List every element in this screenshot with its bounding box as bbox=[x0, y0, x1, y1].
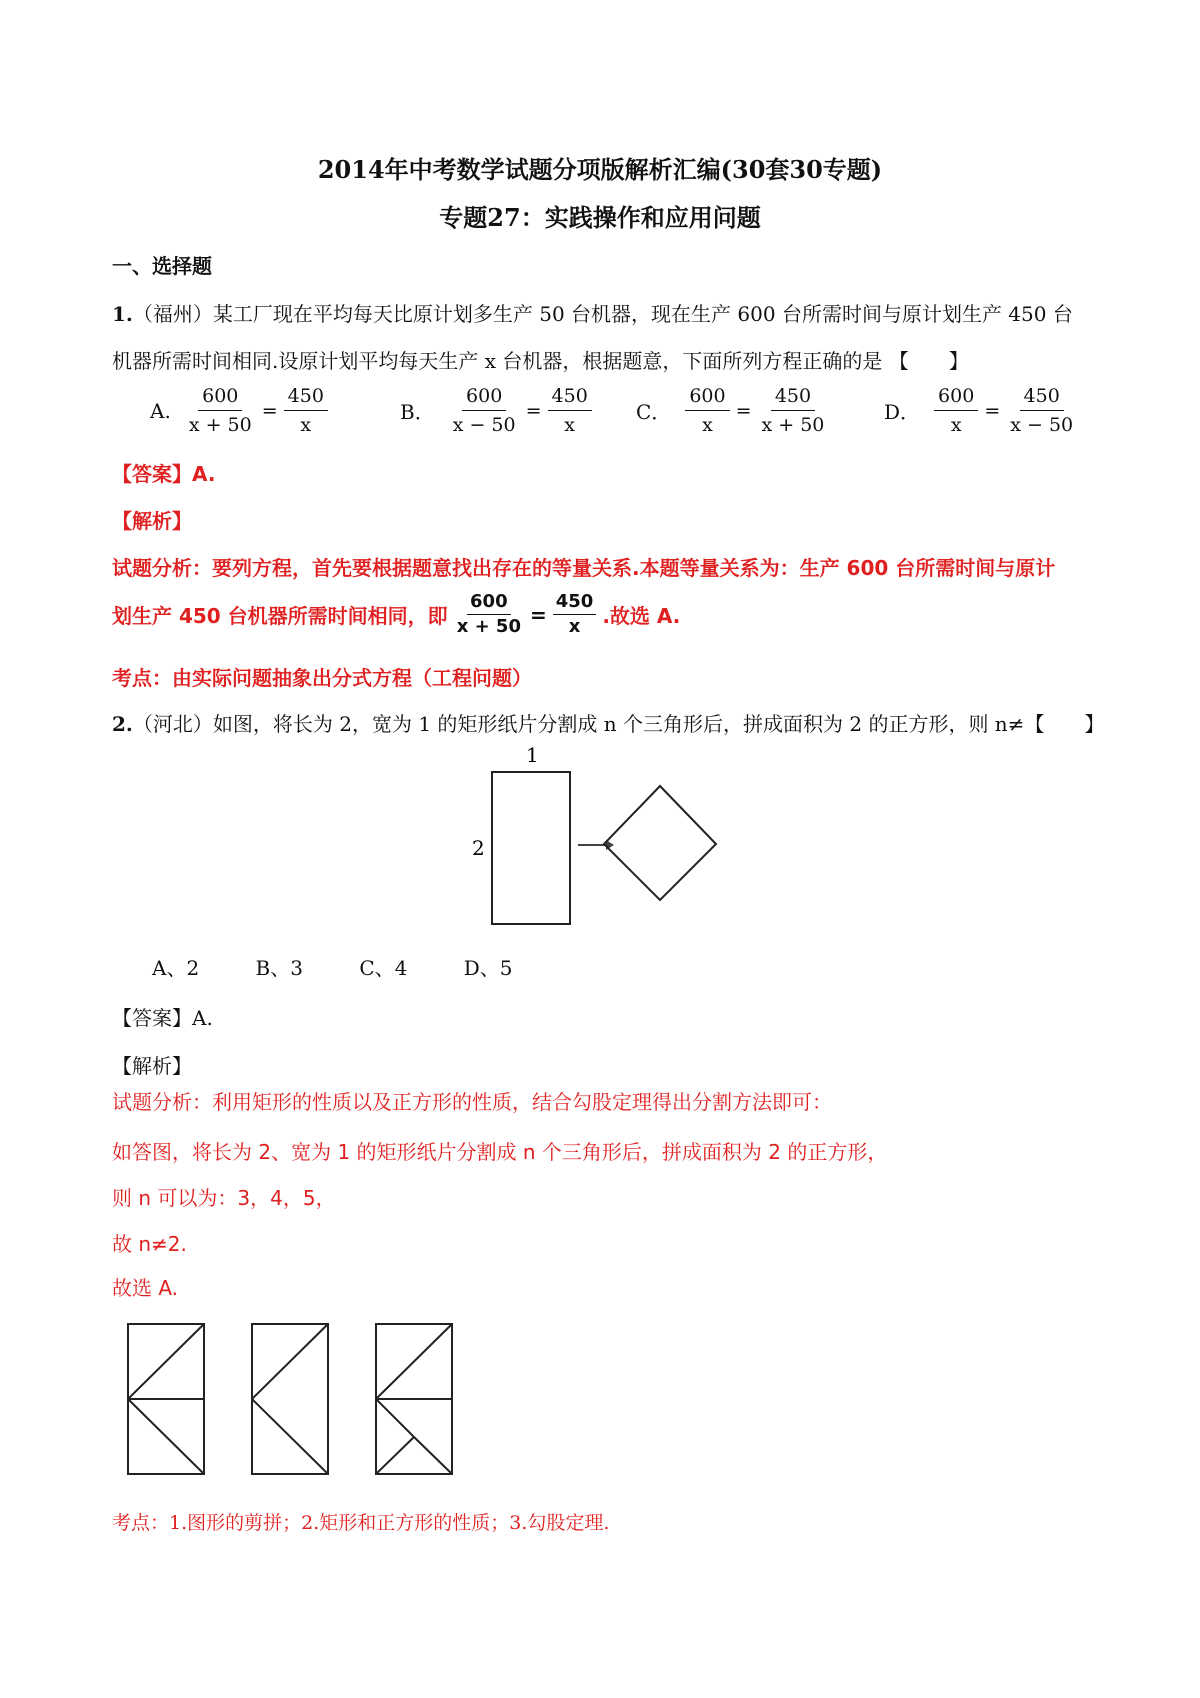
q2-choice-c: C、4 bbox=[359, 956, 408, 980]
fraction: $\frac{600}{x}$ bbox=[934, 385, 978, 436]
q1-analysis-line2: 划生产 450 台机器所需时间相同，即 $\frac{600}{x + 50}$ = $\frac{450}{x}$ .故选 A. bbox=[112, 591, 681, 637]
q2-analysis-line2: 如答图，将长为 2、宽为 1 的矩形纸片分割成 n 个三角形后，拼成面积为 2 的正方形， bbox=[112, 1140, 888, 1164]
fraction: $\frac{600}{x + 50}$ bbox=[188, 385, 252, 436]
q1-text-1: （福州）某工厂现在平均每天比原计划多生产 50 台机器，现在生产 600 台所需时间与原计划生产 450 台 bbox=[132, 302, 1073, 326]
dissection-diagrams bbox=[124, 1320, 504, 1490]
q2-analysis-line5: 故选 A. bbox=[112, 1276, 179, 1300]
q2-answer: 【答案】A. bbox=[112, 1006, 213, 1030]
q1-keypoint: 考点：由实际问题抽象出分式方程（工程问题） bbox=[112, 666, 532, 690]
q1-analysis-label: 【解析】 bbox=[112, 509, 192, 533]
q2-keypoint: 考点：1.图形的剪拼；2.矩形和正方形的性质；3.勾股定理. bbox=[112, 1512, 610, 1534]
fraction: $\frac{450}{x}$ bbox=[284, 385, 328, 436]
q1-option-a: A. $\frac{600}{x + 50}$ = $\frac{450}{x}$ bbox=[150, 385, 328, 436]
q1-answer: 【答案】A. bbox=[112, 462, 216, 486]
q1-line1 bbox=[112, 298, 1073, 327]
q2-number: 2. bbox=[112, 712, 133, 736]
fraction: $\frac{450}{x}$ bbox=[548, 385, 592, 436]
q1-option-b: B． $\frac{600}{x - 50}$ = $\frac{450}{x}$ bbox=[400, 385, 592, 436]
fraction: $\frac{450}{x + 50}$ bbox=[761, 385, 825, 436]
fraction: $\frac{450}{x - 50}$ bbox=[1010, 385, 1074, 436]
q2-choices bbox=[152, 952, 562, 981]
q2-analysis-line4: 故 n≠2. bbox=[112, 1232, 187, 1256]
height-label: 2 bbox=[472, 836, 485, 860]
square-shape bbox=[604, 786, 716, 900]
q2-analysis-label: 【解析】 bbox=[112, 1054, 192, 1078]
q1-option-d: D． $\frac{600}{x}$ = $\frac{450}{x - 50}$ bbox=[884, 385, 1077, 436]
q1-option-c: C． $\frac{600}{x}$ = $\frac{450}{x + 50}$ bbox=[636, 385, 828, 436]
q1-number: 1. bbox=[112, 302, 133, 326]
q1-analysis-line1: 试题分析：要列方程，首先要根据题意找出存在的等量关系.本题等量关系为：生产 600 台所需时间与原计 bbox=[112, 556, 1056, 580]
q2-text-1: （河北）如图，将长为 2，宽为 1 的矩形纸片分割成 n 个三角形后，拼成面积为 2 的正方形，则 n≠【 】 bbox=[132, 712, 1105, 736]
width-label: 1 bbox=[526, 743, 539, 767]
document-title: 2014年中考数学试题分项版解析汇编(30套30专题) bbox=[317, 155, 883, 184]
q2-choice-d: D、5 bbox=[463, 956, 513, 980]
fraction: $\frac{600}{x - 50}$ bbox=[452, 385, 516, 436]
q2-choice-b: B、3 bbox=[255, 956, 303, 980]
fraction: $\frac{600}{x + 50}$ bbox=[456, 591, 521, 637]
fraction: $\frac{600}{x}$ bbox=[685, 385, 729, 436]
section-heading: 一、选择题 bbox=[112, 254, 212, 278]
dissection-3-triangles bbox=[128, 1324, 204, 1474]
dissection-5-triangles bbox=[376, 1324, 452, 1474]
q2-analysis-line1: 试题分析：利用矩形的性质以及正方形的性质，结合勾股定理得出分割方法即可： bbox=[112, 1090, 832, 1114]
dissection-4-triangles bbox=[252, 1324, 328, 1474]
rectangle-shape bbox=[492, 772, 570, 924]
q2-analysis-line3: 则 n 可以为：3，4，5， bbox=[112, 1186, 336, 1210]
rectangle-to-square-figure bbox=[460, 740, 760, 940]
q2-line1 bbox=[112, 708, 1104, 737]
document-subtitle: 专题27：实践操作和应用问题 bbox=[439, 203, 761, 232]
q1-line2: 机器所需时间相同.设原计划平均每天生产 x 台机器，根据题意，下面所列方程正确的是 【 】 bbox=[112, 349, 969, 373]
q2-choice-a: A、2 bbox=[152, 956, 200, 980]
fraction: $\frac{450}{x}$ bbox=[553, 592, 597, 637]
